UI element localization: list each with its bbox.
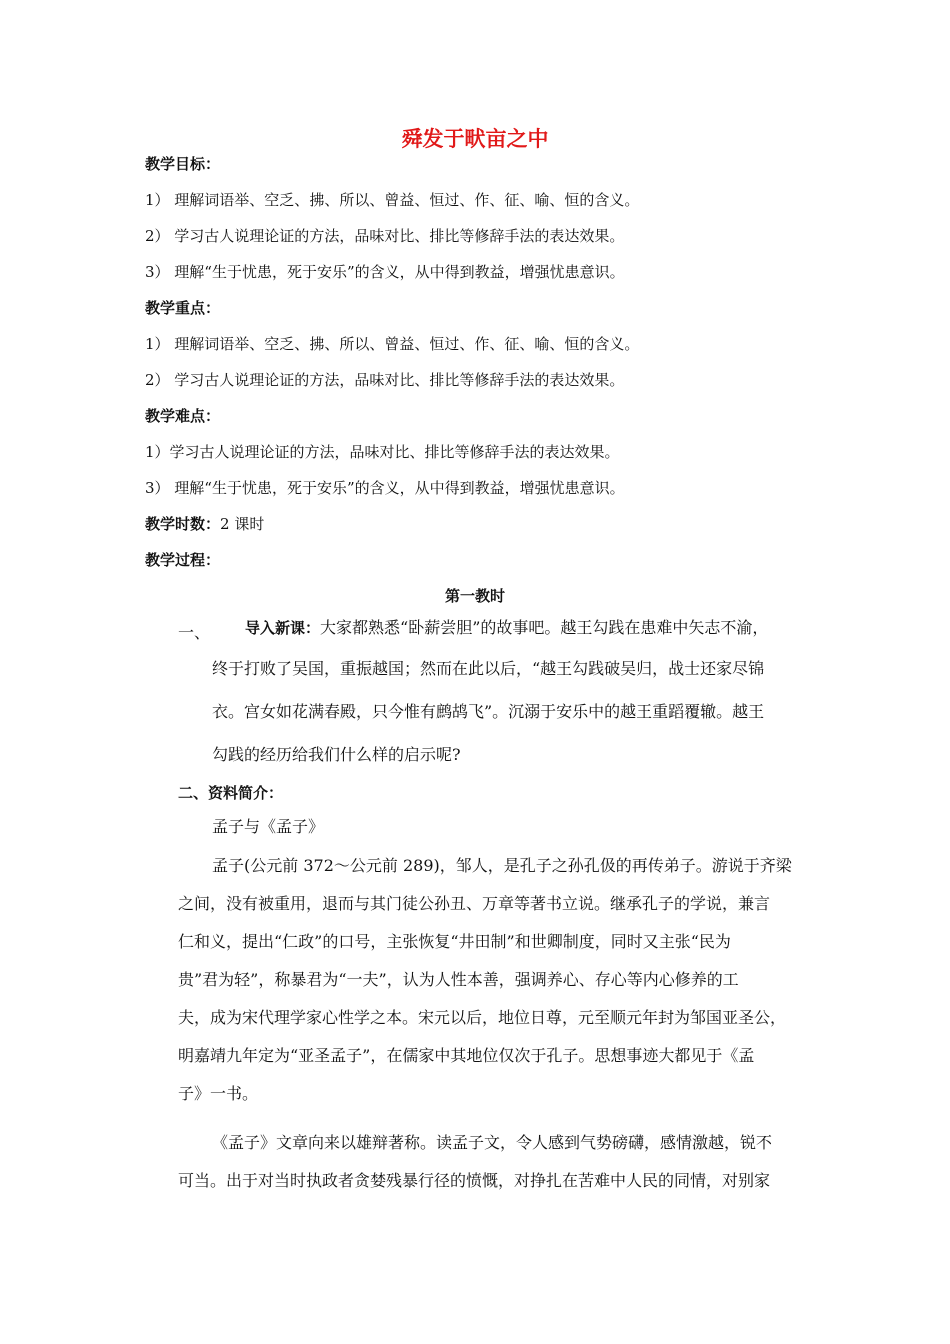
key-point-item: 2） 学习古人说理论证的方法，品味对比、排比等修辞手法的表达效果。 — [145, 371, 625, 389]
bio-line: 明嘉靖九年定为“亚圣孟子”，在儒家中其地位仅次于孔子。思想事迹大都见于《孟 — [178, 1046, 755, 1065]
hours-value: 2 课时 — [220, 515, 265, 533]
bio-line: 之间，没有被重用，退而与其门徒公孙丑、万章等著书立说。继承孔子的学说，兼言 — [178, 894, 771, 913]
key-point-item: 1） 理解词语举、空乏、拂、所以、曾益、恒过、作、征、喻、恒的含义。 — [145, 335, 640, 353]
difficulty-item: 1）学习古人说理论证的方法，品味对比、排比等修辞手法的表达效果。 — [145, 443, 620, 461]
key-points-heading: 教学重点： — [145, 299, 221, 317]
section1-line: 衣。宫女如花满春殿，只今惟有鹧鸪飞”。沉溺于安乐中的越王重蹈覆辙。越王 — [212, 702, 765, 721]
bio-line: 贵”君为轻”，称暴君为“一夫”，认为人性本善，强调养心、存心等内心修养的工 — [178, 970, 739, 989]
objective-item: 1） 理解词语举、空乏、拂、所以、曾益、恒过、作、征、喻、恒的含义。 — [145, 191, 640, 209]
bio-line: 子》一书。 — [178, 1084, 259, 1103]
section1-number: 一、 — [178, 623, 211, 642]
difficulties-heading: 教学难点： — [145, 407, 221, 425]
section2-subtitle: 孟子与《孟子》 — [212, 817, 325, 836]
section2-heading: 二、资料简介： — [178, 784, 284, 802]
section1-line: 勾践的经历给我们什么样的启示呢? — [212, 745, 461, 764]
bio-line: 仁和义，提出“仁政”的口号，主张恢复“井田制”和世卿制度，同时又主张“民为 — [178, 932, 731, 951]
section1-text: 大家都熟悉“卧薪尝胆”的故事吧。越王勾践在患难中矢志不渝， — [320, 618, 769, 637]
style-line: 《孟子》文章向来以雄辩著称。读孟子文，令人感到气势磅礴，感情激越，锐不 — [212, 1133, 773, 1152]
hours-label: 教学时数： — [145, 515, 221, 533]
objectives-heading: 教学目标： — [145, 155, 221, 173]
section1-line: 终于打败了吴国，重振越国；然而在此以后，“越王勾践破吴归，战士还家尽锦 — [212, 659, 765, 678]
difficulty-item: 3） 理解“生于忧患，死于安乐”的含义，从中得到教益，增强忧患意识。 — [145, 479, 625, 497]
bio-line: 孟子(公元前 372～公元前 289)，邹人，是孔子之孙孔伋的再传弟子。游说于齐梁 — [212, 856, 792, 875]
objective-item: 2） 学习古人说理论证的方法，品味对比、排比等修辞手法的表达效果。 — [145, 227, 625, 245]
section1-label: 导入新课： — [245, 619, 321, 637]
bio-line: 夫，成为宋代理学家心性学之本。宋元以后，地位日尊，元至顺元年封为邹国亚圣公， — [178, 1008, 787, 1027]
process-heading: 教学过程： — [145, 551, 221, 569]
teaching-hours — [145, 513, 264, 534]
lesson-title: 第一教时 — [444, 587, 505, 605]
document-title: 舜发于畎亩之中 — [401, 127, 549, 151]
objective-item: 3） 理解“生于忧患，死于安乐”的含义，从中得到教益，增强忧患意识。 — [145, 263, 625, 281]
style-line: 可当。出于对当时执政者贪婪残暴行径的愤慨，对挣扎在苦难中人民的同情，对别家 — [178, 1171, 771, 1190]
section1-first-line — [245, 609, 825, 648]
